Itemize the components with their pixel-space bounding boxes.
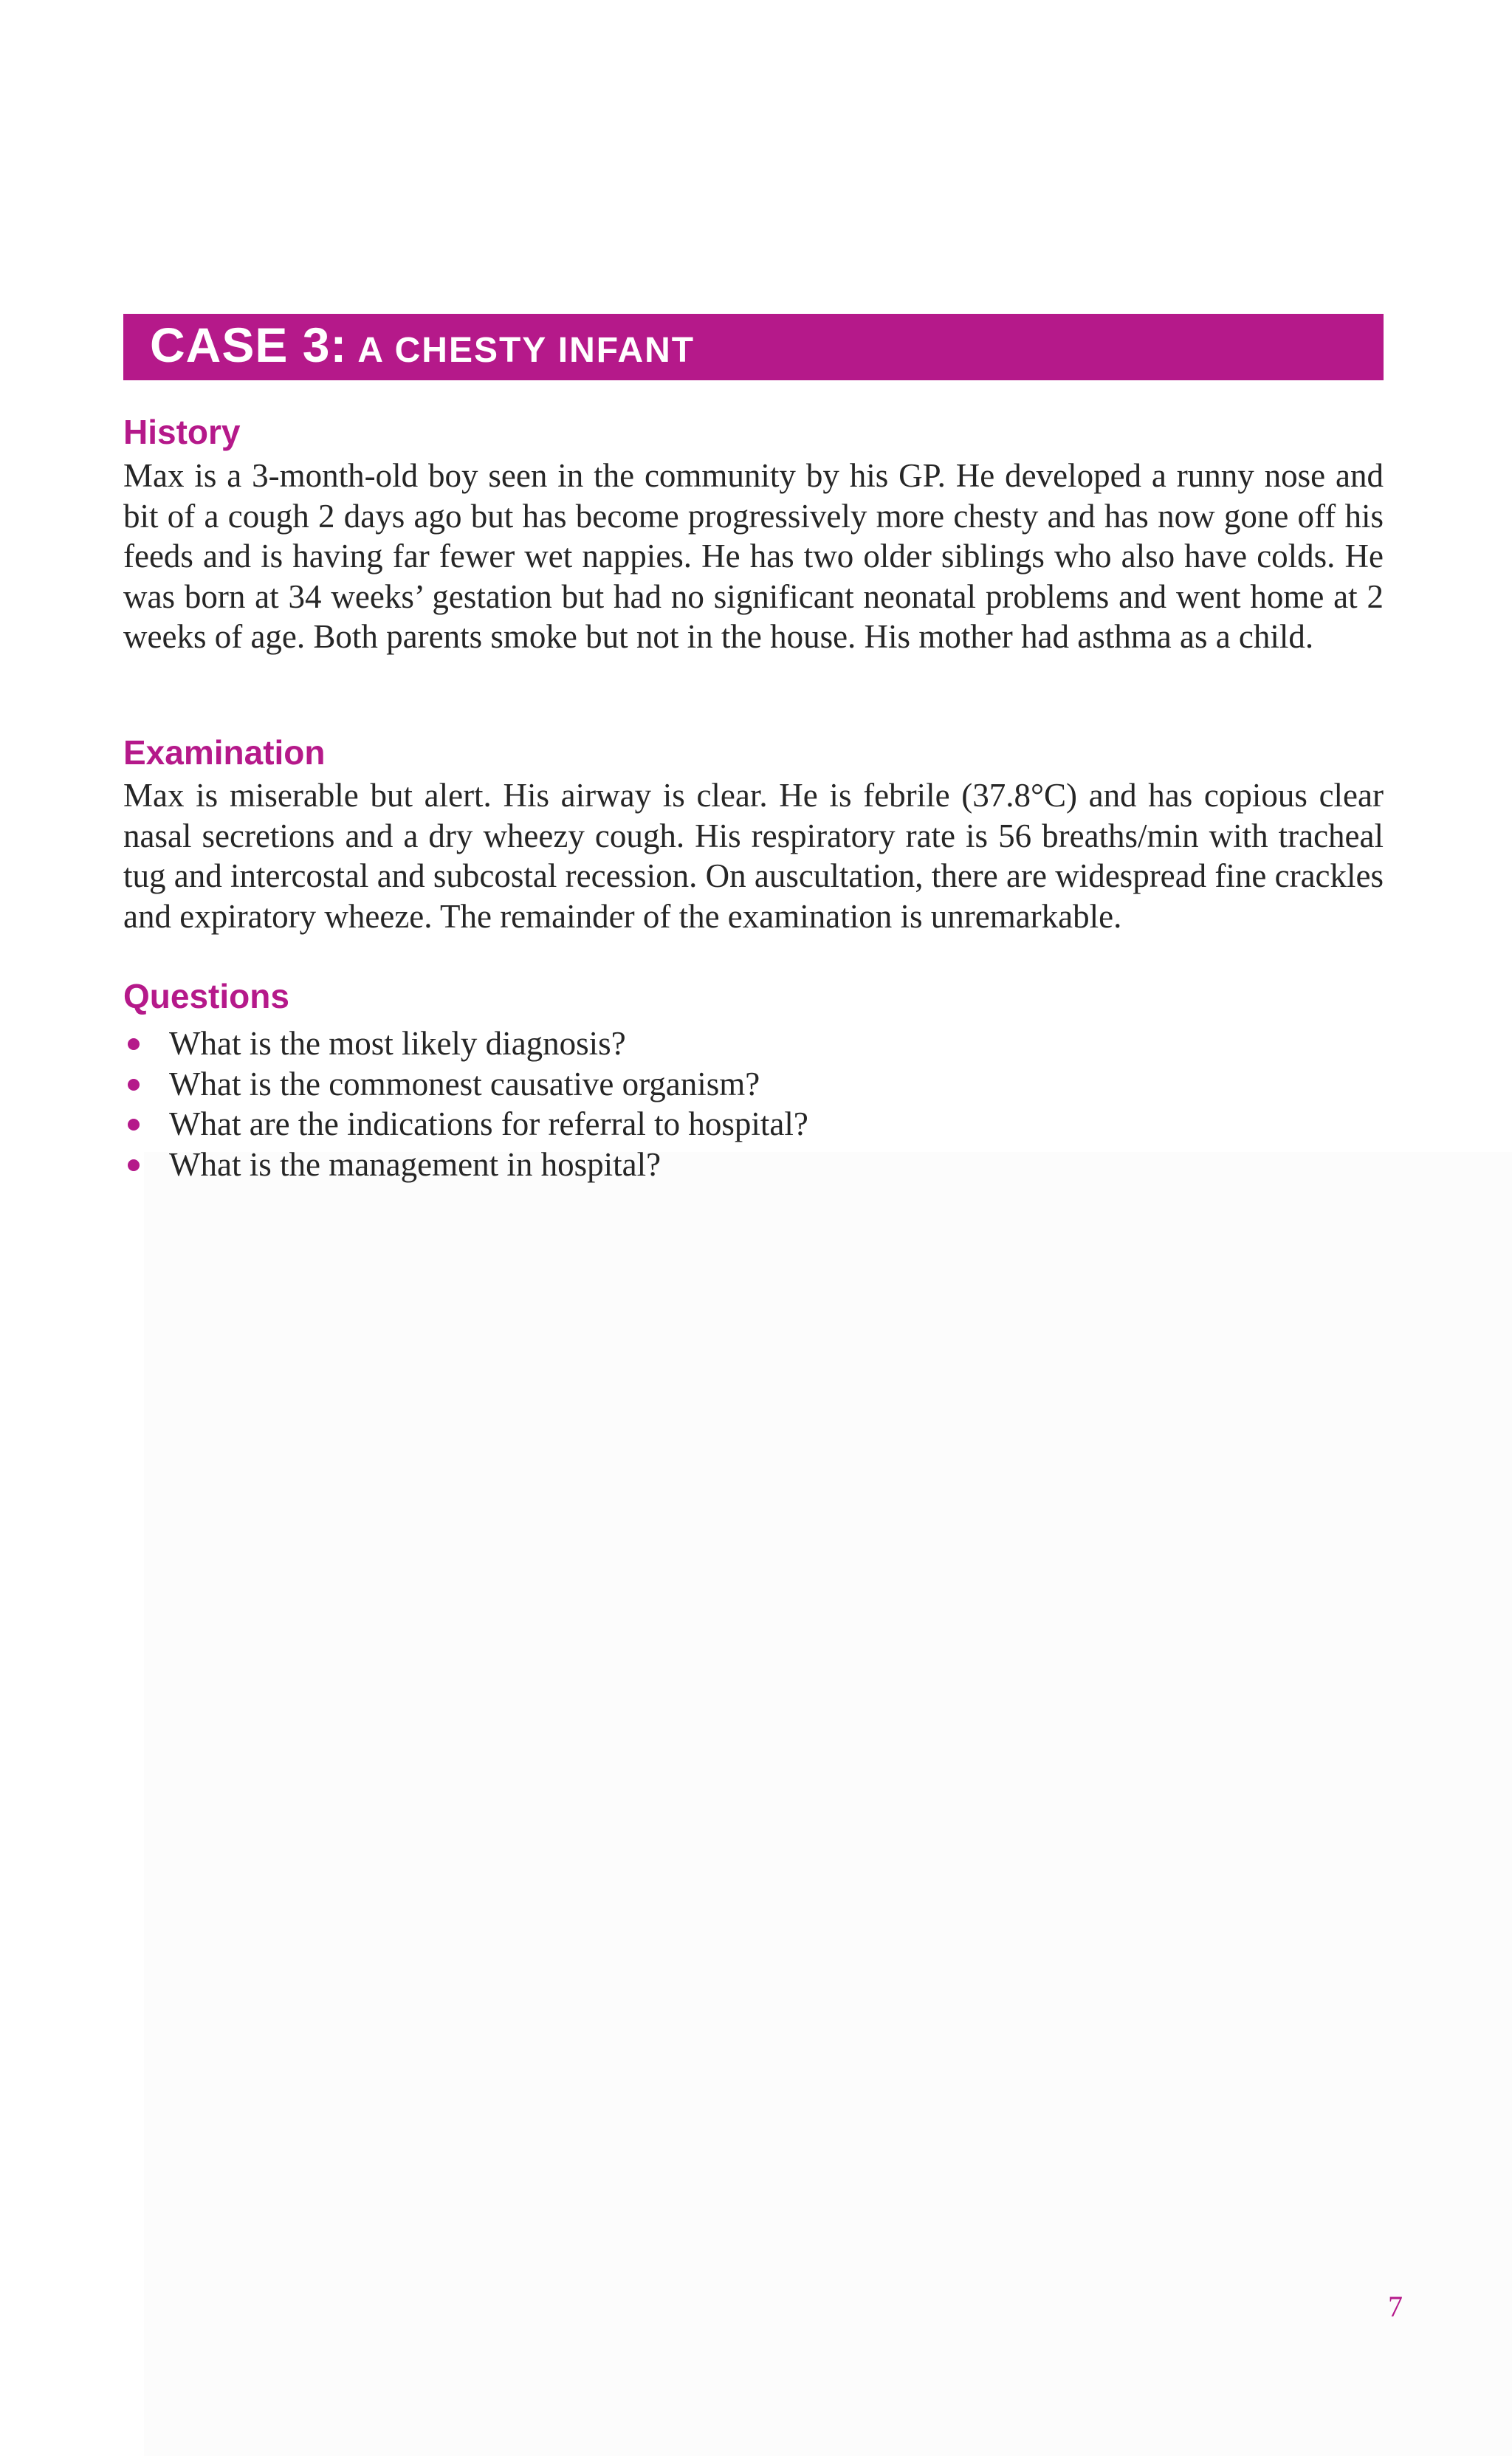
page-shading [144, 1152, 1512, 2456]
question-item [123, 1145, 1384, 1185]
bullet-icon [128, 1079, 140, 1091]
bullet-icon [128, 1159, 140, 1171]
case-title-banner [123, 314, 1384, 380]
questions-list [123, 1023, 1384, 1184]
page-number: 7 [1388, 2290, 1403, 2323]
examination-paragraph: Max is miserable but alert. His airway is clear. He is febrile (37.8°C) and has copious clear nasal secretions and a dry wheezy cough. His respiratory rate is 56 breaths/min with tracheal tug and intercostal and subcostal recession. On auscultation, there are widespread fine crackles and expiratory wheeze. The remainder of the examination is unremarkable. [123, 777, 1384, 935]
bullet-icon [128, 1119, 140, 1131]
history-heading: History [123, 413, 241, 451]
question-text: What is the commonest causative organism? [169, 1065, 760, 1102]
question-text: What are the indications for referral to hospital? [169, 1105, 808, 1142]
question-text: What is the management in hospital? [169, 1145, 662, 1183]
bullet-icon [128, 1038, 140, 1050]
case-title-text: A CHESTY INFANT [357, 331, 695, 370]
case-number-label: CASE 3: [150, 318, 348, 372]
questions-heading: Questions [123, 977, 289, 1015]
question-item [123, 1104, 1384, 1145]
question-item [123, 1023, 1384, 1064]
examination-heading: Examination [123, 733, 326, 772]
case-title [150, 317, 695, 373]
question-item [123, 1064, 1384, 1105]
question-text: What is the most likely diagnosis? [169, 1025, 626, 1062]
history-paragraph: Max is a 3-month-old boy seen in the community by his GP. He developed a runny nose and bit of a cough 2 days ago but has become progressively more chesty and has now gone off his feeds and is having far fewer wet nappies. He has two older siblings who also have colds. He was born at 34 weeks’ gestation but had no significant neonatal problems and went home at 2 weeks of age. Both parents smoke but not in the house. His mother had asthma as a child. [123, 457, 1384, 655]
